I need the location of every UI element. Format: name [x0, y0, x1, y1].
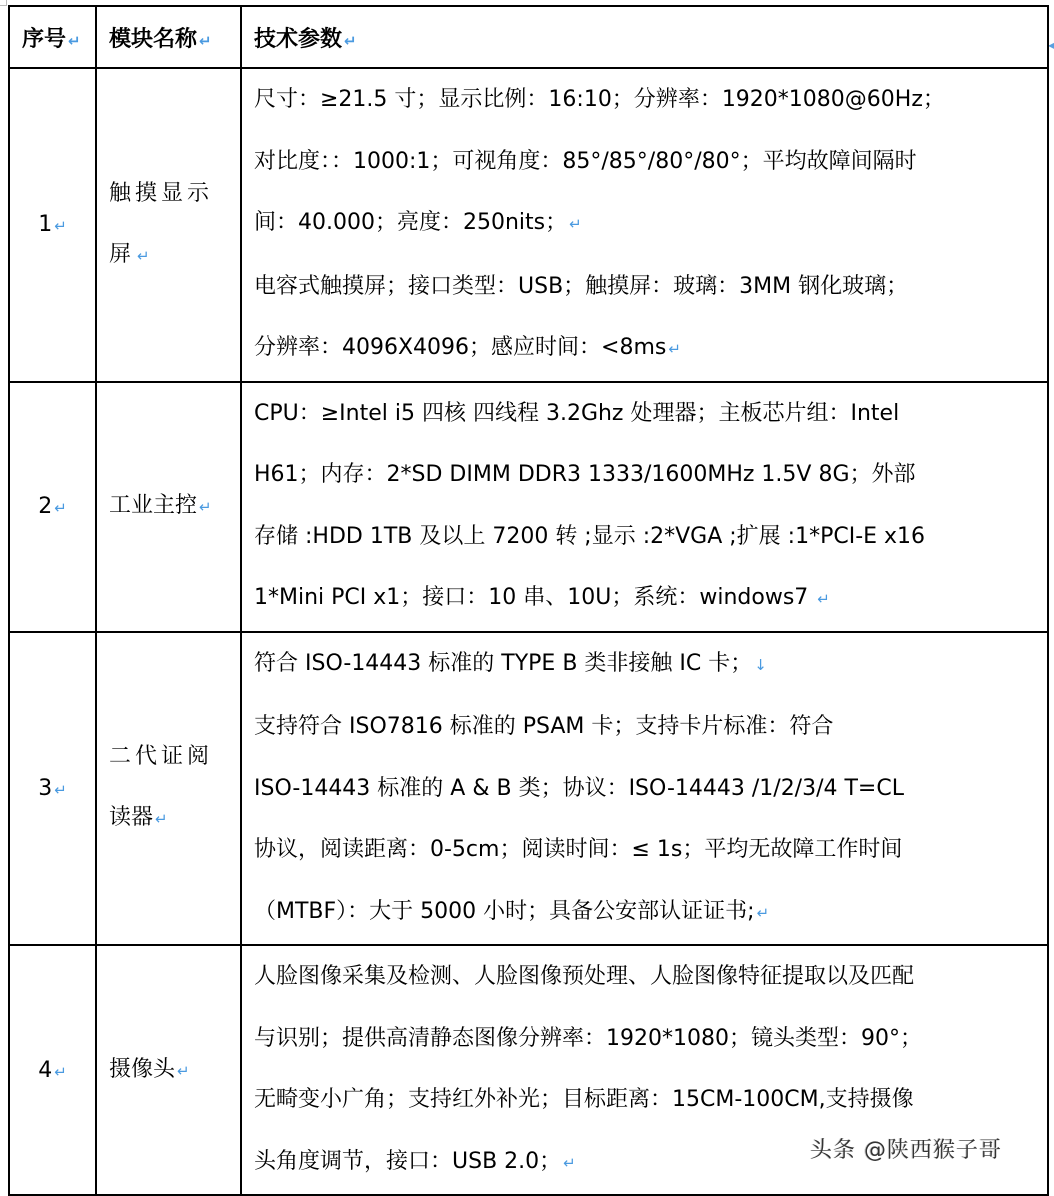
- return-mark-icon: ↵: [137, 246, 154, 265]
- watermark: 头条 @陕西猴子哥: [810, 1138, 1002, 1163]
- return-mark-icon: ↵: [563, 1153, 576, 1172]
- return-mark-icon: ↵: [569, 215, 582, 233]
- return-mark-icon: ↵: [68, 31, 81, 50]
- row-tech-params: 符合 ISO-14443 标准的 TYPE B 类非接触 IC 卡； ↓ 支持符合 ISO7816 标准的 PSAM 卡；支持卡片标准：符合 ISO-14443 标准的 A & B 类；协议：ISO-14443 /1/2/3/4 T=CL 协议，阅读距离：0-5cm；阅读时间：≤ 1s；平均无故障工作时间 （MTBF）：大于 5000 小时；具备公安部认证证书; ↵: [241, 632, 1048, 946]
- row-index: 2 ↵: [9, 382, 96, 632]
- table-row: [9, 382, 1048, 632]
- header-module-name: 模块名称 ↵: [96, 6, 241, 68]
- table-row: [9, 68, 1048, 382]
- page-corner-mark: [0, 0, 7, 6]
- return-mark-icon: ↵: [756, 903, 770, 922]
- return-mark-icon: ↵: [155, 810, 168, 829]
- return-mark-icon: ↵: [54, 780, 67, 799]
- table-row: [9, 632, 1048, 946]
- row-index: 4 ↵: [9, 945, 96, 1195]
- row-module-name: 触摸显示 屏 ↵: [96, 68, 241, 382]
- row-tech-params: 人脸图像采集及检测、人脸图像预处理、人脸图像特征提取以及匹配 与识别；提供高清静态图像分辨率：1920*1080；镜头类型：90°； 无畸变小广角；支持红外补光；目标距离：15CM-100CM,支持摄像 头角度调节，接口：USB 2.0； ↵: [241, 945, 1048, 1195]
- return-mark-icon: ↵: [54, 217, 67, 236]
- header-index: 序号 ↵: [9, 6, 96, 68]
- row-tech-params: 尺寸：≥21.5 寸；显示比例：16:10；分辨率：1920*1080@60Hz； 对比度：：1000:1；可视角度：85°/85°/80°/80°；平均故障间隔时 间：40.000；亮度：250nits； ↵ 电容式触摸屏；接口类型：USB；触摸屏：玻璃：3MM 钢化玻璃； 分辨率：4096X4096；感应时间：<8ms ↵: [241, 68, 1048, 382]
- return-mark-icon: ↵: [54, 1062, 67, 1081]
- row-module-name: 二代证阅 读器 ↵: [96, 632, 241, 946]
- row-module-name: 工业主控 ↵: [96, 382, 241, 632]
- row-index: 1 ↵: [9, 68, 96, 382]
- return-mark-icon: ↵: [668, 340, 681, 358]
- spec-table: [8, 5, 1049, 1196]
- header-tech-params: 技术参数 ↵: [241, 6, 1048, 68]
- return-mark-icon: ↵: [344, 31, 357, 50]
- row-index: 3 ↵: [9, 632, 96, 946]
- row-tech-params: CPU：≥Intel i5 四核 四线程 3.2Ghz 处理器；主板芯片组：Intel H61；内存：2*SD DIMM DDR3 1333/1600MHz 1.5V 8G；外部 存储 :HDD 1TB 及以上 7200 转 ;显示 :2*VGA ;扩展 :1*PCI-E x16 1*Mini PCI x1；接口：10 串、10U；系统：windows7 ↵: [241, 382, 1048, 632]
- row-module-name: 摄像头 ↵: [96, 945, 241, 1195]
- return-mark-icon: ↵: [817, 590, 830, 608]
- row-end-mark: ◂: [1048, 38, 1054, 52]
- return-mark-icon: ↵: [177, 1061, 190, 1080]
- line-break-icon: ↓: [754, 655, 767, 674]
- return-mark-icon: ↵: [54, 499, 67, 517]
- return-mark-icon: ↵: [199, 31, 212, 50]
- return-mark-icon: ↵: [199, 498, 212, 516]
- table-header-row: [9, 6, 1048, 68]
